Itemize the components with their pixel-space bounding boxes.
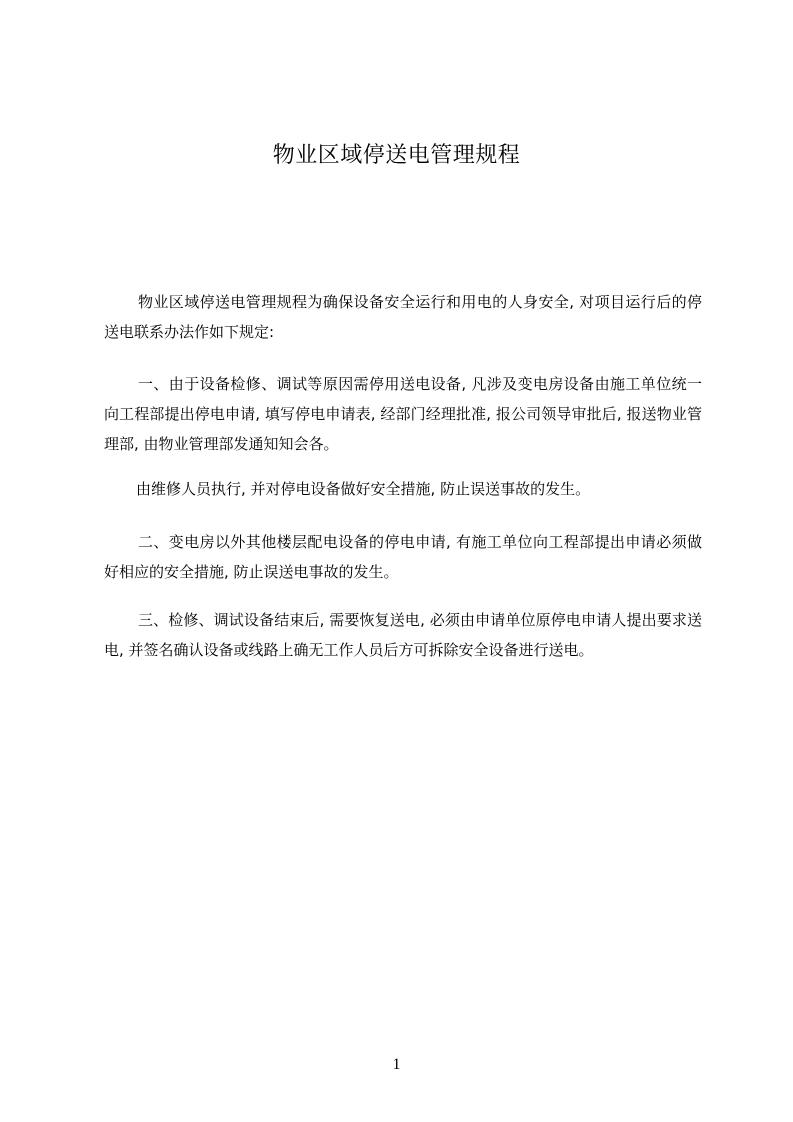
rule-two-paragraph: 二、变电房以外其他楼层配电设备的停电申请, 有施工单位向工程部提出申请必须做好相应的安全措施, 防止误送电事故的发生。: [104, 533, 702, 581]
page-number: 1: [392, 1056, 401, 1073]
rule-one-paragraph: 一、由于设备检修、调试等原因需停用送电设备, 凡涉及变电房设备由施工单位统一向工程部提出停电申请, 填写停电申请表, 经部门经理批准, 报公司领导审批后, 报送物业管理部, 由物业管理部发通知知会各。: [104, 375, 702, 453]
document-title: 物业区域停送电管理规程: [272, 143, 521, 168]
rule-three-paragraph: 三、检修、调试设备结束后, 需要恢复送电, 必须由申请单位原停电申请人提出要求送电, 并签名确认设备或线路上确无工作人员后方可拆除安全设备进行送电。: [104, 611, 702, 659]
intro-paragraph: 物业区域停送电管理规程为确保设备安全运行和用电的人身安全, 对项目运行后的停送电联系办法作如下规定:: [104, 293, 702, 341]
rule-one-continuation-paragraph: 由维修人员执行, 并对停电设备做好安全措施, 防止误送事故的发生。: [136, 480, 591, 498]
